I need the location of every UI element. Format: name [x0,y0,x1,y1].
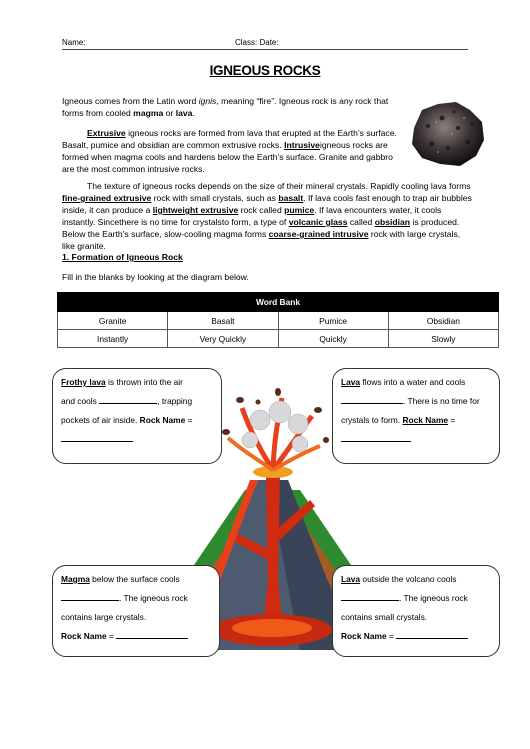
blank[interactable] [99,395,157,404]
page-title: IGNEOUS ROCKS [209,63,321,78]
extrusive-paragraph: Extrusive igneous rocks are formed from lava that erupted at the Earth’s surface. Basalt, pumice and obsidian are common extrusive rocks. Intrusiveigneous rocks are formed when magma cools and hardens below the Earth’s surface. Granite and gabbro are the most common intrusive rocks. [62,128,397,174]
word-bank-cell: Obsidian [388,312,498,330]
name-label: Name: [62,38,86,47]
rock-image [408,98,486,170]
rock-name-blank[interactable] [341,433,411,442]
box-lava-water: Lava flows into a water and cools . There is no time for crystals to form. Rock Name = [332,368,500,464]
word-bank-cell: Pumice [278,312,388,330]
blank[interactable] [341,592,399,601]
header-line [62,38,468,50]
section-heading: 1. Formation of Igneous Rock [62,252,183,262]
blank[interactable] [341,395,403,404]
word-bank-row [58,312,499,330]
word-bank-table [57,292,499,348]
word-bank-row [58,330,499,348]
word-bank-cell: Slowly [388,330,498,348]
box-frothy-lava: Frothy lava is thrown into the air and cools , trapping pockets of air inside. Rock Name = [52,368,222,464]
rock-name-blank[interactable] [61,433,133,442]
word-bank-cell: Granite [58,312,168,330]
word-bank-title: Word Bank [58,293,499,312]
texture-paragraph: The texture of igneous rocks depends on the size of their mineral crystals. Rapidly cooling lava forms fine-grained extrusive rock with small crystals, such as basalt. If lava cools fast enough to trap air bubbles inside, it can produce a lightweight extrusive rock called pumice. If lava encounters water, it cools instantly. Sincethere is no time for crystalsto form, a type of volcanic glass called obsidian is produced. Below the Earth’s surface, slow-cooling magma forms coarse-grained intrusive rock with large crystals, like granite. [62,181,472,251]
rock-name-blank[interactable] [116,630,188,639]
word-bank-cell: Instantly [58,330,168,348]
instructions: Fill in the blanks by looking at the diagram below. [62,272,249,282]
word-bank-cell: Quickly [278,330,388,348]
word-bank-cell: Basalt [168,312,278,330]
box-magma: Magma below the surface cools . The igneous rock contains large crystals. Rock Name = [52,565,220,657]
word-bank-cell: Very Quickly [168,330,278,348]
blank[interactable] [61,592,119,601]
class-date-label: Class: Date: [235,38,279,47]
box-lava-outside: Lava outside the volcano cools . The igneous rock contains small crystals. Rock Name = [332,565,500,657]
intro-paragraph: Igneous comes from the Latin word ignis, meaning “fire”. Igneous rock is any rock that forms from cooled magma or lava. [62,96,389,118]
rock-name-blank[interactable] [396,630,468,639]
